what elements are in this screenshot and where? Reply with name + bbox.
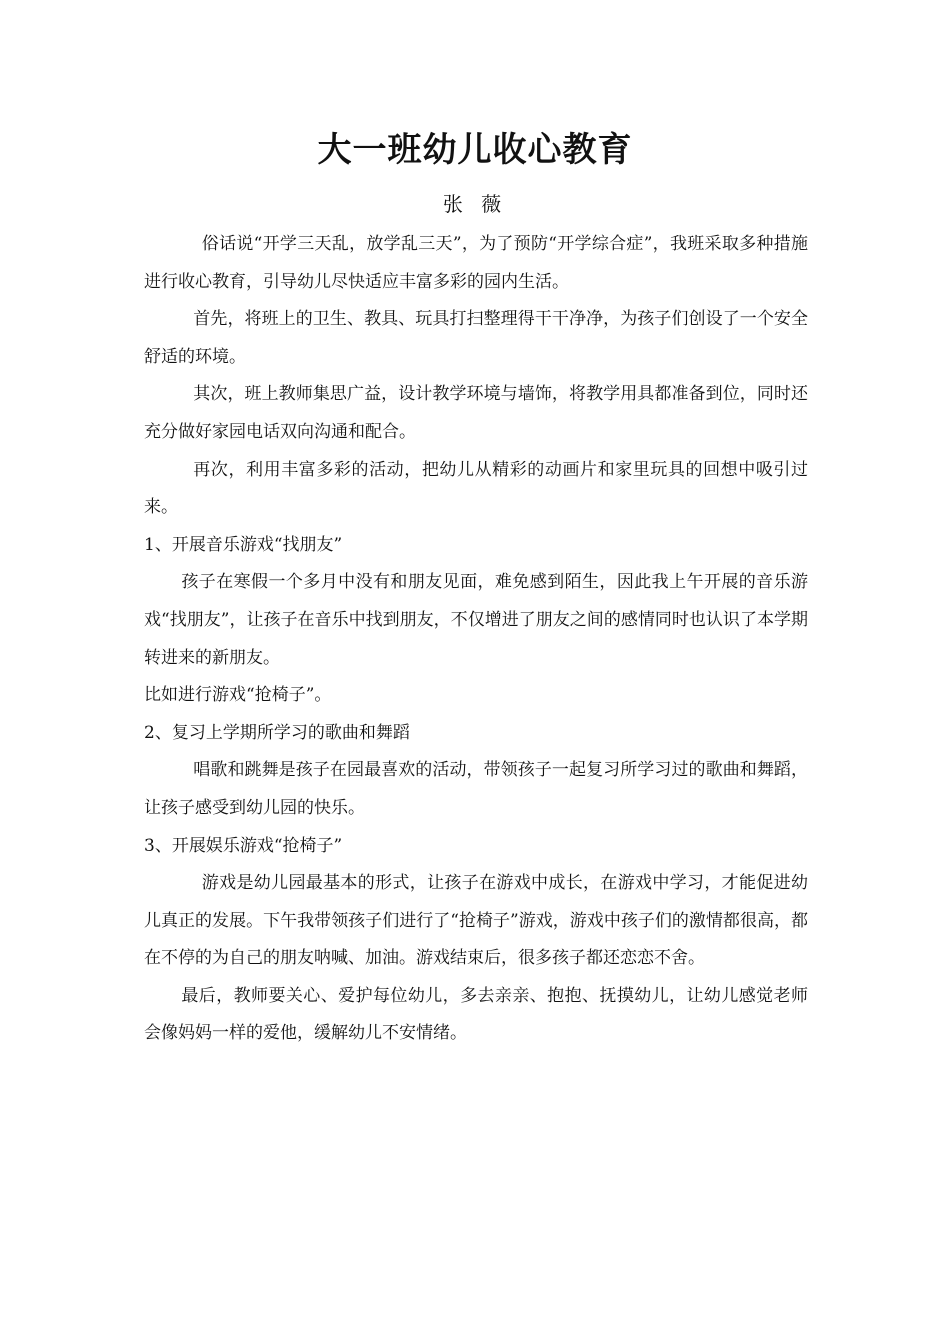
section-heading-2: 2、复习上学期所学习的歌曲和舞蹈 <box>144 722 410 743</box>
paragraph-first: 首先，将班上的卫生、教具、玩具打扫整理得干干净净，为孩子们创设了一个安全舒适的环境。 <box>144 309 808 367</box>
paragraph-second: 其次，班上教师集思广益，设计教学环境与墙饰，将教学用具都准备到位，同时还充分做好家园电话双向沟通和配合。 <box>144 384 808 442</box>
paragraph-example: 比如进行游戏“抢椅子”。 <box>144 685 332 706</box>
section-heading-1: 1、开展音乐游戏“找朋友” <box>144 534 343 555</box>
paragraph-section-1: 孩子在寒假一个多月中没有和朋友见面，难免感到陌生，因此我上午开展的音乐游戏“找朋友”，让孩子在音乐中找到朋友，不仅增进了朋友之间的感情同时也认识了本学期转进来的新朋友。 <box>144 572 808 668</box>
paragraph-section-2: 唱歌和跳舞是孩子在园最喜欢的活动，带领孩子一起复习所学习过的歌曲和舞蹈，让孩子感受到幼儿园的快乐。 <box>144 760 808 818</box>
section-heading-3: 3、开展娱乐游戏“抢椅子” <box>144 835 343 856</box>
paragraph-section-3: 游戏是幼儿园最基本的形式，让孩子在游戏中成长，在游戏中学习，才能促进幼儿真正的发展。下午我带领孩子们进行了“抢椅子”游戏，游戏中孩子们的激情都很高，都在不停的为自己的朋友呐喊、加油。游戏结束后，很多孩子都还恋恋不舍。 <box>144 873 808 969</box>
document-title: 大一班幼儿收心教育 <box>317 130 633 170</box>
document-body <box>144 226 808 1053</box>
paragraph-third: 再次，利用丰富多彩的活动，把幼儿从精彩的动画片和家里玩具的回想中吸引过来。 <box>144 459 808 518</box>
document-author: 张 薇 <box>442 192 508 216</box>
paragraph-intro: 俗话说“开学三天乱，放学乱三天”，为了预防“开学综合症”，我班采取多种措施进行收心教育，引导幼儿尽快适应丰富多彩的园内生活。 <box>144 234 808 292</box>
paragraph-conclusion: 最后，教师要关心、爱护每位幼儿，多去亲亲、抱抱、抚摸幼儿，让幼儿感觉老师会像妈妈一样的爱他，缓解幼儿不安情绪。 <box>144 985 808 1044</box>
